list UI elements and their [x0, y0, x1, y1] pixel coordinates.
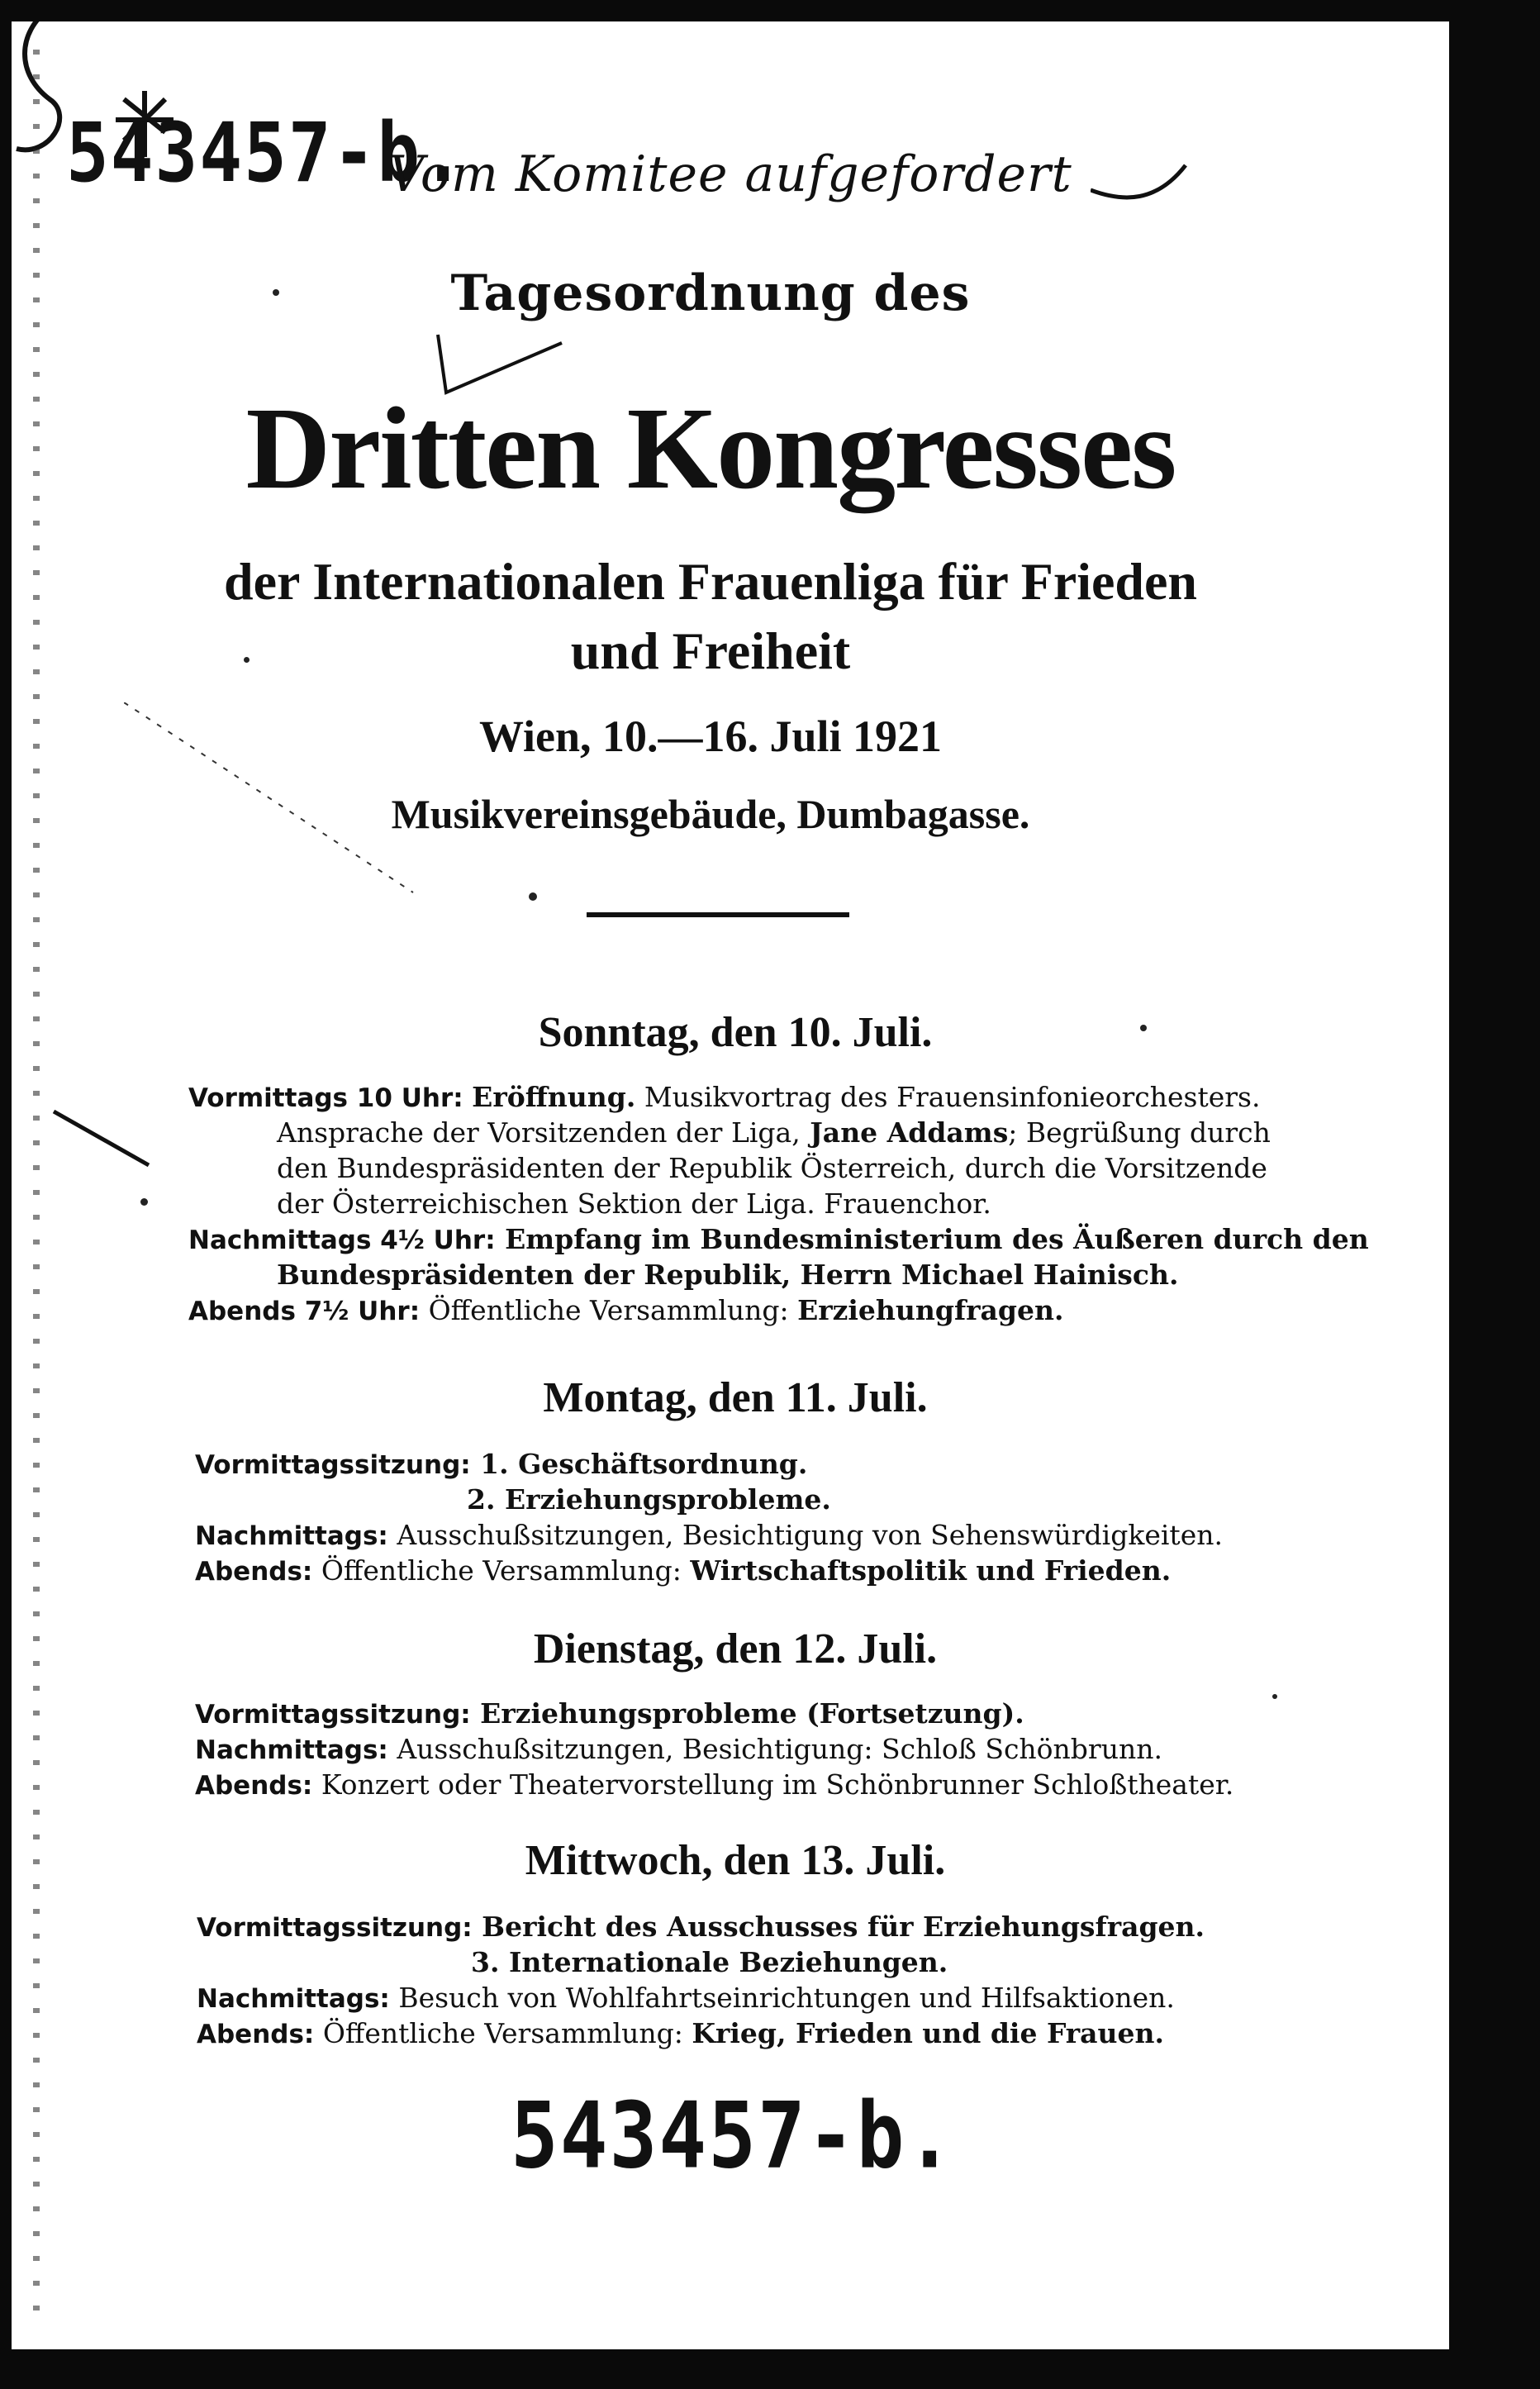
schedule-entry: Abends: Öffentliche Versammlung: Krieg, Frieden und die Frauen. — [197, 2017, 1165, 2049]
title-main: Dritten Kongresses — [245, 383, 1176, 513]
day-heading: Dienstag, den 12. Juli. — [533, 1625, 938, 1673]
scan-speck — [1140, 1025, 1147, 1031]
schedule-entry-continuation: 3. Internationale Beziehungen. — [471, 1946, 948, 1978]
title-organization-line-1: der Internationalen Frauenliga für Frieden — [223, 552, 1198, 611]
scan-speck — [140, 1198, 148, 1206]
title-line-1: Tagesordnung des — [450, 264, 971, 322]
hand-stroke-icon — [1091, 157, 1190, 207]
scan-edge-noise — [33, 50, 40, 2330]
schedule-entry-continuation: Bundespräsidenten der Republik, Herrn Michael Hainisch. — [277, 1259, 1179, 1291]
title-organization-line-2: und Freiheit — [570, 621, 851, 680]
scan-speck — [1272, 1694, 1277, 1699]
schedule-entry: Vormittagssitzung: Bericht des Ausschusses für Erziehungsfragen. — [197, 1911, 1205, 1943]
schedule-entry: Abends: Öffentliche Versammlung: Wirtschaftspolitik und Frieden. — [195, 1554, 1172, 1587]
schedule-entry: Nachmittags: Besuch von Wohlfahrtseinrichtungen und Hilfsaktionen. — [197, 1982, 1175, 2014]
scan-mark-icon — [50, 1107, 157, 1173]
handwritten-note: Vom Komitee aufgefordert — [388, 145, 1072, 203]
catalog-stamp-top: 543457-b. — [66, 106, 466, 201]
schedule-entry-continuation: der Österreichischen Sektion der Liga. Frauenchor. — [277, 1187, 991, 1220]
day-heading: Mittwoch, den 13. Juli. — [525, 1837, 946, 1884]
scan-streak-icon — [124, 702, 421, 901]
event-date: Wien, 10.—16. Juli 1921 — [478, 711, 943, 761]
day-heading: Sonntag, den 10. Juli. — [538, 1009, 933, 1056]
day-heading: Montag, den 11. Juli. — [543, 1374, 928, 1421]
schedule-entry: Vormittags 10 Uhr: Eröffnung. Musikvortrag des Frauensinfonieorchesters. — [188, 1081, 1261, 1113]
scan-border-top — [0, 0, 1540, 21]
schedule-entry-continuation: den Bundespräsidenten der Republik Österreich, durch die Vorsitzende — [277, 1152, 1267, 1184]
schedule-entry-continuation: Ansprache der Vorsitzenden der Liga, Jane Addams; Begrüßung durch — [277, 1116, 1271, 1149]
schedule-entry: Vormittagssitzung: Erziehungsprobleme (Fortsetzung). — [195, 1697, 1024, 1730]
schedule-entry: Nachmittags: Ausschußsitzungen, Besichtigung: Schloß Schönbrunn. — [195, 1733, 1162, 1765]
scan-border-left — [0, 0, 12, 2389]
title-organization — [99, 547, 1322, 686]
schedule-entry: Nachmittags: Ausschußsitzungen, Besichtigung von Sehenswürdigkeiten. — [195, 1519, 1223, 1551]
divider-rule — [587, 912, 849, 917]
scan-speck — [244, 657, 250, 663]
scan-border-bottom — [0, 2349, 1540, 2389]
schedule-entry: Vormittagssitzung: 1. Geschäftsordnung. — [195, 1448, 808, 1480]
schedule-entry: Abends 7½ Uhr: Öffentliche Versammlung: Erziehungfragen. — [188, 1294, 1064, 1326]
schedule-entry: Abends: Konzert oder Theatervorstellung im Schönbrunner Schloßtheater. — [195, 1768, 1234, 1801]
scan-speck — [529, 892, 537, 901]
schedule-entry-continuation: 2. Erziehungsprobleme. — [467, 1483, 831, 1516]
schedule-entry: Nachmittags 4½ Uhr: Empfang im Bundesministerium des Äußeren durch den — [188, 1223, 1369, 1255]
event-venue: Musikvereinsgebäude, Dumbagasse. — [391, 791, 1030, 837]
scan-border-right — [1449, 0, 1540, 2389]
catalog-stamp-bottom: 543457-b. — [511, 2082, 956, 2189]
scan-speck — [273, 289, 279, 296]
